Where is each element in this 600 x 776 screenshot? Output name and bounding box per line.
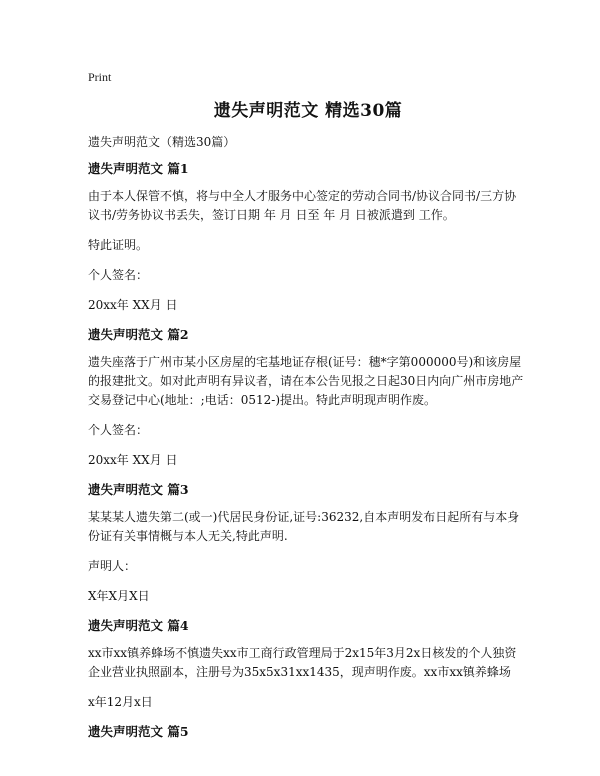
section-4 [88, 617, 528, 712]
document-subtitle: 遗失声明范文（精选30篇） [88, 135, 236, 149]
section-heading: 遗失声明范文 篇3 [88, 482, 189, 497]
page-title: 遗失声明范文 精选30篇 [213, 101, 403, 121]
paragraph: 由于本人保管不慎，将与中全人才服务中心签定的劳动合同书/协议合同书/三方协议书/劳务协议书丢失，签订日期 年 月 日至 年 月 日被派遣到 工作。 [88, 189, 517, 222]
section-2 [88, 326, 528, 470]
date-line: X年X月X日 [88, 589, 150, 603]
print-link[interactable]: Print [88, 70, 112, 84]
date-line: 20xx年 XX月 日 [88, 298, 178, 312]
document-body [88, 160, 528, 750]
paragraph: 遗失座落于广州市某小区房屋的宅基地证存根(证号：穗*字第000000号)和该房屋的报建批文。如对此声明有异议者，请在本公告见报之日起30日内向广州市房地产交易登记中心(地址：;电话：0512-)提出。特此声明现声明作废。 [88, 355, 524, 407]
section-3 [88, 481, 528, 606]
paragraph: 特此证明。 [88, 238, 149, 252]
section-heading: 遗失声明范文 篇5 [88, 724, 189, 739]
section-heading: 遗失声明范文 篇4 [88, 618, 189, 633]
signature-label: 个人签名： [88, 423, 149, 437]
section-heading: 遗失声明范文 篇2 [88, 327, 189, 342]
paragraph: 某某某人遗失第二(或一)代居民身份证,证号:36232,自本声明发布日起所有与本身份证有关事情概与本人无关,特此声明. [88, 510, 520, 543]
section-1 [88, 160, 528, 315]
section-5 [88, 723, 528, 741]
date-line: x年12月x日 [88, 695, 153, 709]
signature-label: 个人签名： [88, 268, 149, 282]
section-heading: 遗失声明范文 篇1 [88, 161, 189, 176]
declarant-label: 声明人： [88, 559, 137, 573]
paragraph: xx市xx镇养蜂场不慎遗失xx市工商行政管理局于2x15年3月2x日核发的个人独资企业营业执照副本，注册号为35x5x31xx1435，现声明作废。xx市xx镇养蜂场 [88, 646, 517, 679]
date-line: 20xx年 XX月 日 [88, 453, 178, 467]
